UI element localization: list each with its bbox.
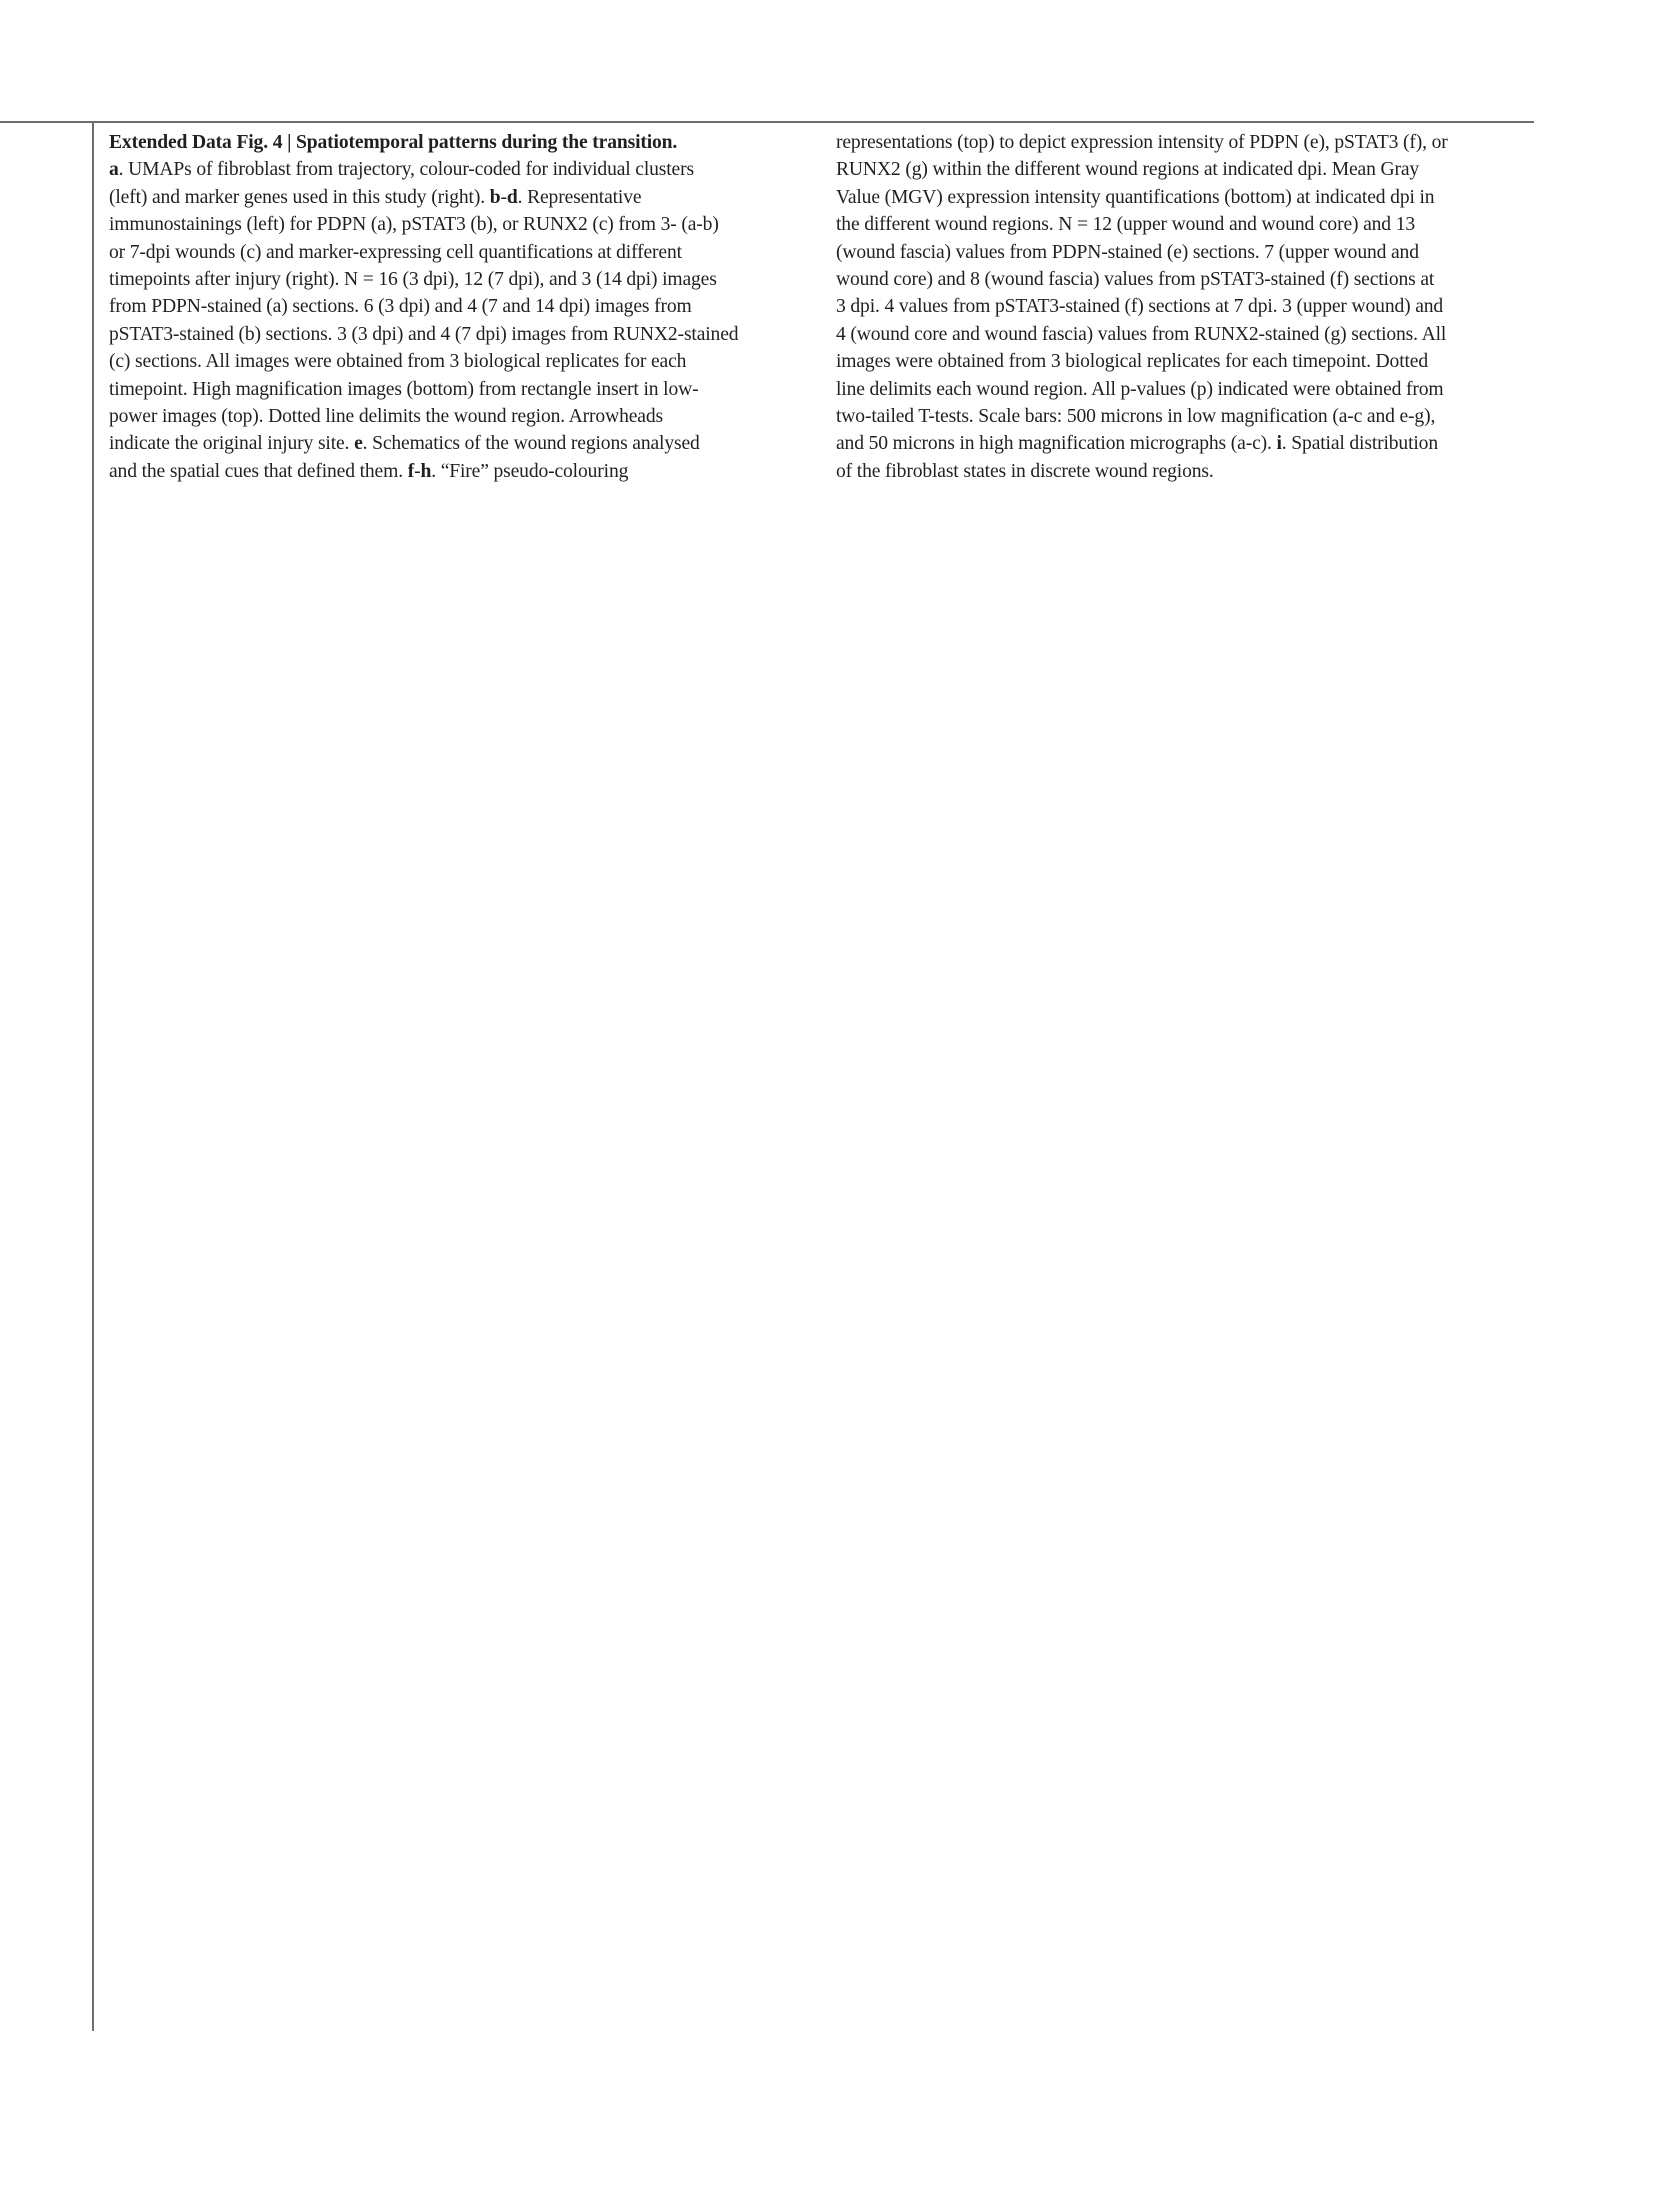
caption-line <box>836 239 1536 266</box>
caption-line <box>109 458 809 485</box>
caption-text: . Representative <box>517 186 642 208</box>
caption-text: from PDPN-stained (a) sections. 6 (3 dpi) and 4 (7 and 14 dpi) images from <box>109 296 692 318</box>
caption-line <box>836 321 1536 348</box>
caption-line <box>109 211 809 238</box>
caption-left-column <box>109 129 809 485</box>
panel-letter: h <box>420 460 432 482</box>
figure-label: Extended Data Fig. 4 | Spatiotemporal patterns during the transition. <box>109 132 678 153</box>
caption-text: Value (MGV) expression intensity quantifications (bottom) at indicated dpi in <box>836 186 1435 208</box>
caption-line <box>836 184 1536 211</box>
caption-text: . Spatial distribution <box>1281 433 1438 455</box>
caption-line <box>109 156 809 183</box>
margin-rule <box>92 121 94 2031</box>
caption-text: line delimits each wound region. All p-values (p) indicated were obtained from <box>836 378 1444 400</box>
caption-text: and the spatial cues that defined them. <box>109 460 408 482</box>
caption-left-body <box>109 156 809 485</box>
caption-right-body <box>836 129 1536 485</box>
caption-line <box>836 266 1536 293</box>
caption-line <box>836 156 1536 183</box>
caption-text: 4 (wound core and wound fascia) values from RUNX2-stained (g) sections. All <box>836 323 1447 345</box>
caption-text: and 50 microns in high magnification micrographs (a-c). <box>836 433 1277 455</box>
caption-text: . “Fire” pseudo-colouring <box>431 460 629 482</box>
caption-text: pSTAT3-stained (b) sections. 3 (3 dpi) and 4 (7 dpi) images from RUNX2-stained <box>109 323 739 345</box>
caption-text: images were obtained from 3 biological replicates for each timepoint. Dotted <box>836 351 1428 373</box>
caption-line <box>109 293 809 320</box>
caption-text: RUNX2 (g) within the different wound regions at indicated dpi. Mean Gray <box>836 159 1420 181</box>
caption-line <box>836 293 1536 320</box>
caption-line <box>836 129 1536 156</box>
caption-line <box>109 403 809 430</box>
caption-text: two-tailed T-tests. Scale bars: 500 microns in low magnification (a-c and e-g), <box>836 406 1436 428</box>
caption-line <box>109 184 809 211</box>
panel-letter: i <box>1276 433 1282 455</box>
caption-line <box>109 266 809 293</box>
caption-line <box>836 458 1536 485</box>
caption-text: immunostainings (left) for PDPN (a), pSTAT3 (b), or RUNX2 (c) from 3- (a-b) <box>109 214 719 236</box>
caption-line <box>836 403 1536 430</box>
caption-line <box>836 211 1536 238</box>
caption-text: (left) and marker genes used in this study (right). <box>109 186 490 208</box>
panel-letter: e <box>354 433 363 455</box>
caption-text: . UMAPs of fibroblast from trajectory, colour-coded for individual clusters <box>118 159 694 181</box>
caption-line <box>836 430 1536 457</box>
caption-right-column <box>836 129 1536 485</box>
caption-text: representations (top) to depict expression intensity of PDPN (e), pSTAT3 (f), or <box>836 132 1448 153</box>
caption-text: 3 dpi. 4 values from pSTAT3-stained (f) sections at 7 dpi. 3 (upper wound) and <box>836 296 1444 318</box>
caption-text: or 7-dpi wounds (c) and marker-expressing cell quantifications at different <box>109 241 682 263</box>
panel-letter: d <box>506 186 518 208</box>
caption-text: power images (top). Dotted line delimits the wound region. Arrowheads <box>109 406 663 428</box>
caption-text: - <box>500 186 507 208</box>
caption-line <box>836 376 1536 403</box>
caption-text: timepoints after injury (right). N = 16 (3 dpi), 12 (7 dpi), and 3 (14 dpi) images <box>109 269 717 291</box>
caption-line <box>109 239 809 266</box>
caption-line <box>109 430 809 457</box>
caption-text: (c) sections. All images were obtained from 3 biological replicates for each <box>109 351 687 373</box>
caption-text: timepoint. High magnification images (bottom) from rectangle insert in low- <box>109 378 699 400</box>
caption-line <box>836 348 1536 375</box>
caption-text: (wound fascia) values from PDPN-stained (e) sections. 7 (upper wound and <box>836 241 1419 263</box>
caption-text: indicate the original injury site. <box>109 433 355 455</box>
caption-text: wound core) and 8 (wound fascia) values from pSTAT3-stained (f) sections at <box>836 269 1435 291</box>
panel-letter: f <box>407 460 415 482</box>
caption-text: . Schematics of the wound regions analysed <box>362 433 700 455</box>
caption-line <box>109 321 809 348</box>
caption-text: the different wound regions. N = 12 (upper wound and wound core) and 13 <box>836 214 1415 236</box>
caption-line <box>109 376 809 403</box>
panel-letter: a <box>109 159 119 181</box>
caption-text: of the fibroblast states in discrete wound regions. <box>836 460 1214 482</box>
panel-letter: b <box>489 186 501 208</box>
caption-text: - <box>414 460 421 482</box>
top-rule <box>0 121 1534 123</box>
caption-line <box>109 348 809 375</box>
